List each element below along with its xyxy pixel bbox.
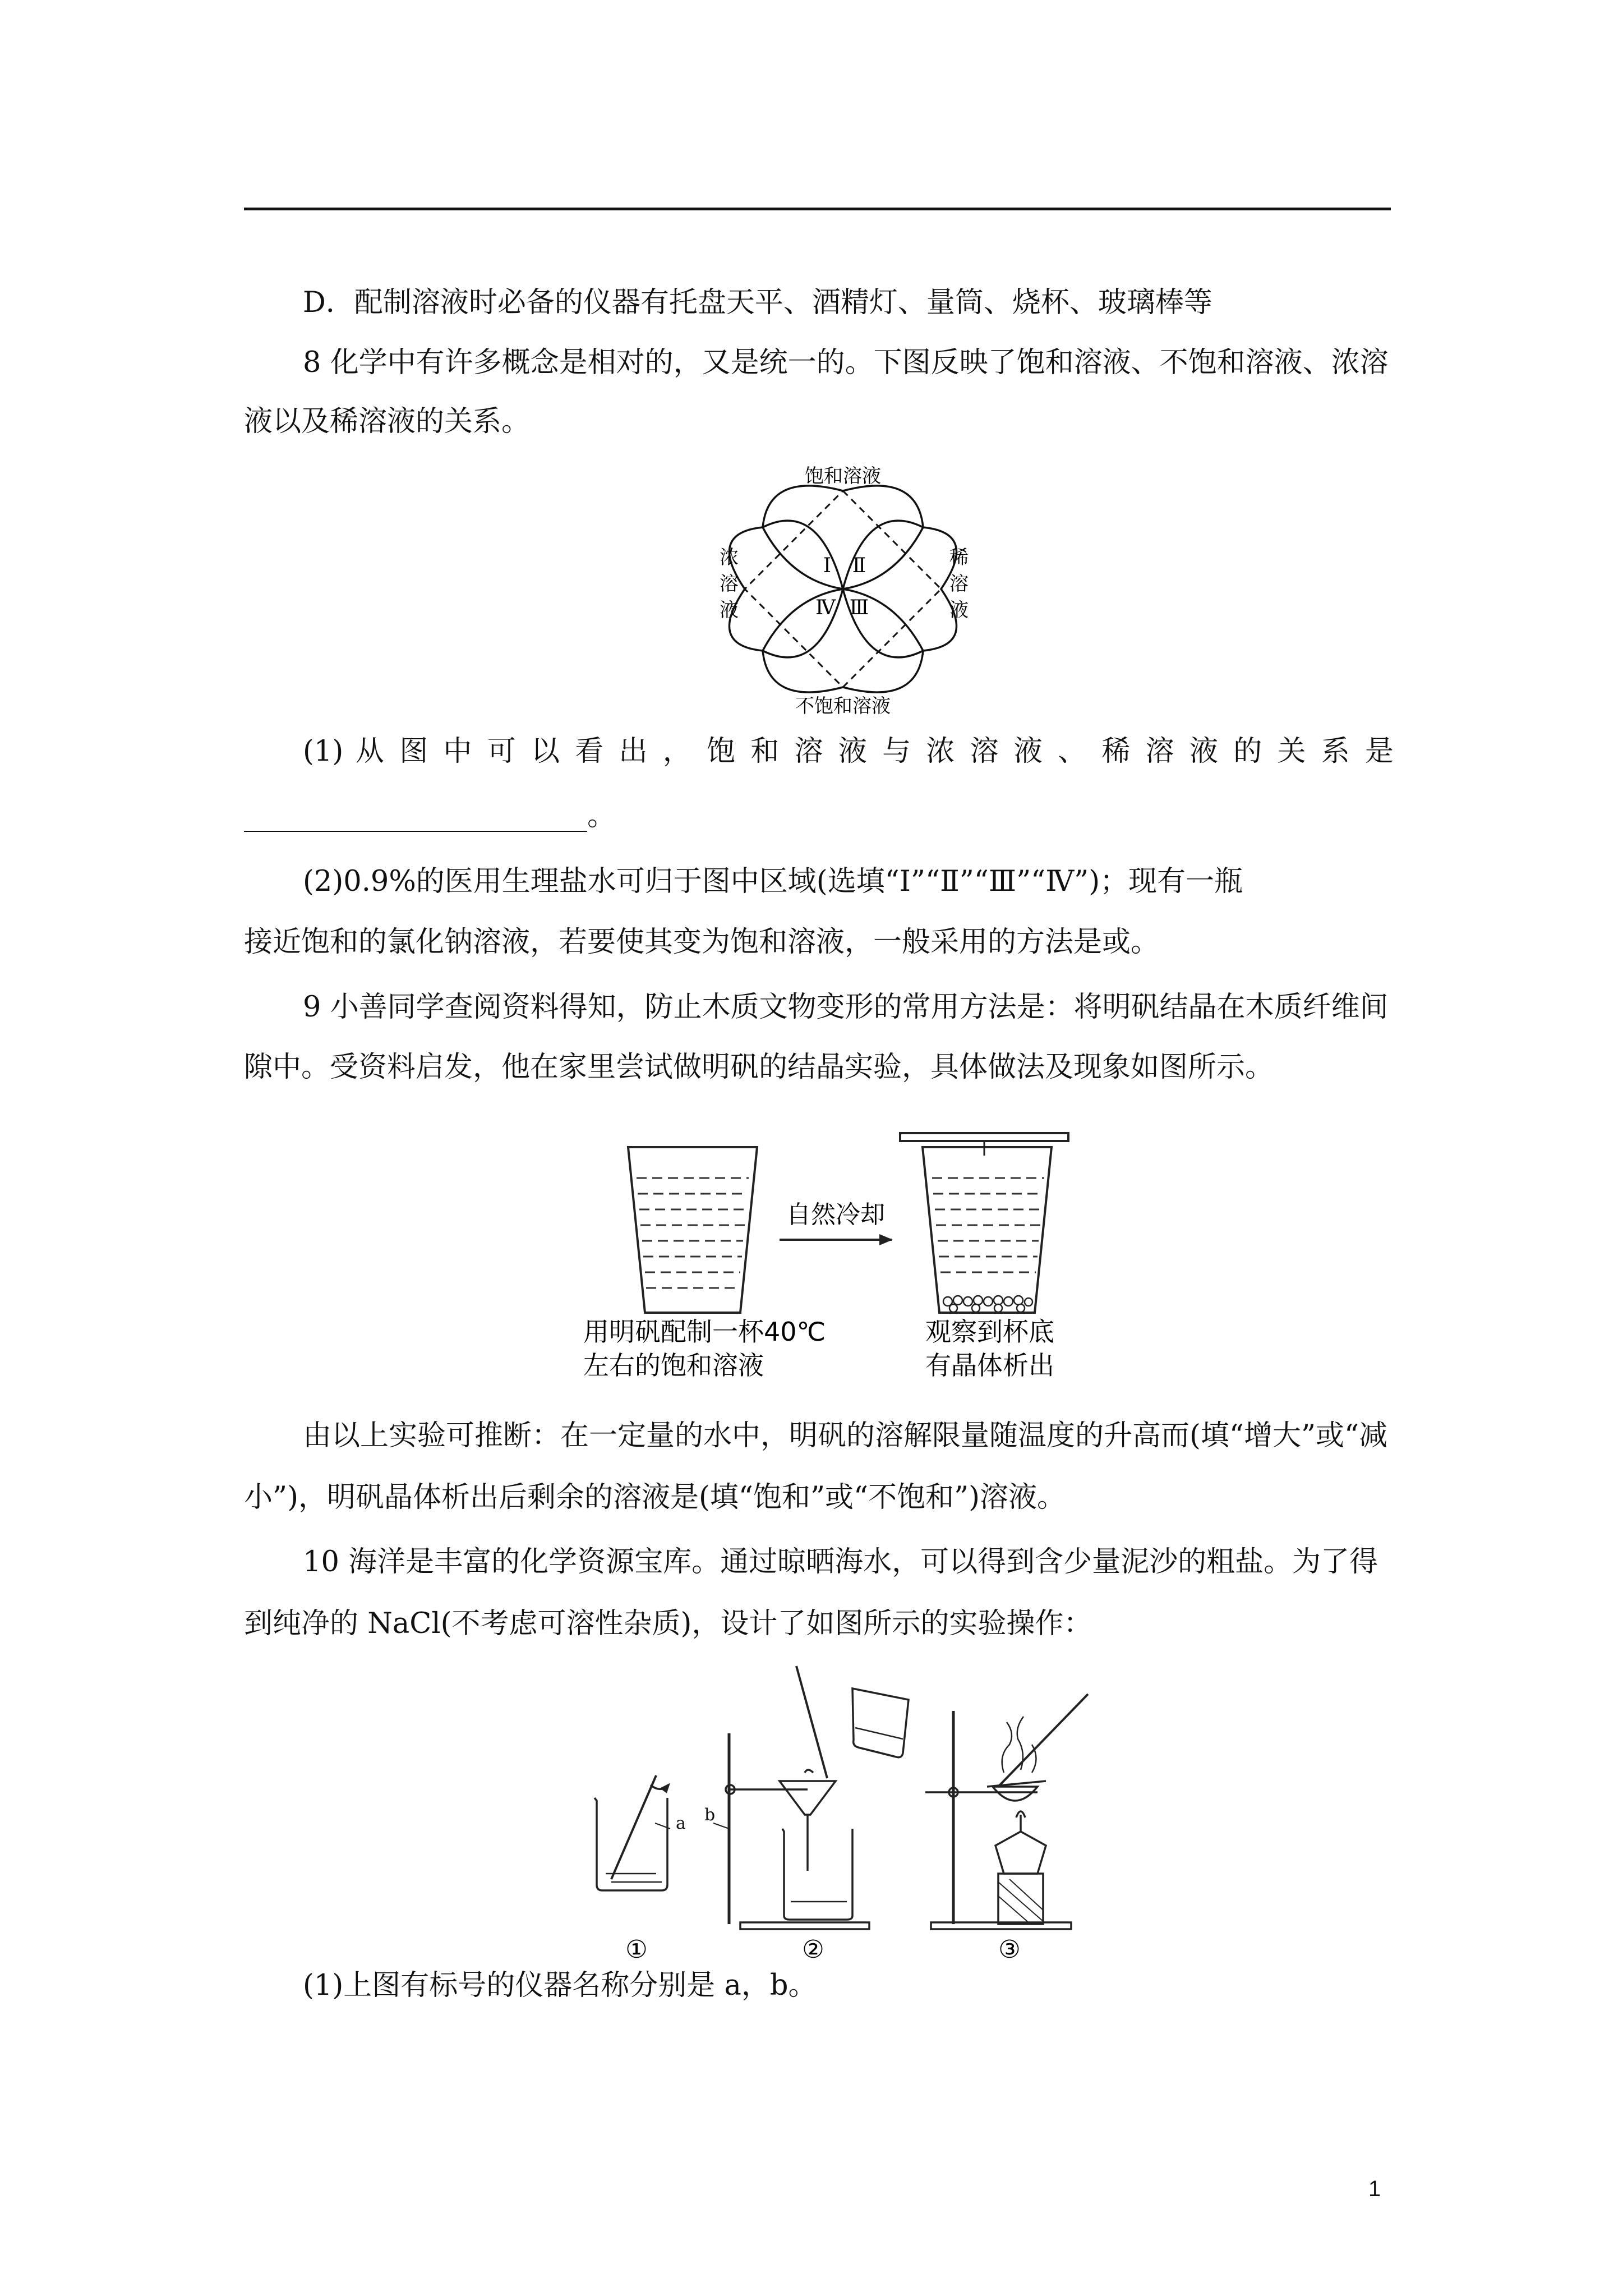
funnel bbox=[780, 1781, 836, 1815]
pouring-beaker bbox=[852, 1688, 909, 1757]
arrow-label: 自然冷却 bbox=[786, 1200, 885, 1229]
label-b: b bbox=[704, 1805, 716, 1825]
alcohol-lamp bbox=[995, 1832, 1046, 1874]
left-caption-2: 左右的饱和溶液 bbox=[583, 1350, 764, 1381]
right-cup bbox=[923, 1147, 1052, 1313]
header-rule bbox=[244, 208, 1391, 210]
q8-line2: 液以及稀溶液的关系。 bbox=[244, 405, 531, 438]
q10-line2: 到纯净的 NaCl(不考虑可溶性杂质)，设计了如图所示的实验操作： bbox=[244, 1607, 1092, 1640]
glass-rod-a bbox=[611, 1775, 656, 1879]
label-a: a bbox=[676, 1814, 686, 1833]
q8-sub2-line1: (2)0.9%的医用生理盐水可归于图中区域(选填“Ⅰ”“Ⅱ”“Ⅲ”“Ⅳ”)；现有一瓶 bbox=[303, 865, 1243, 898]
solution-relation-diagram bbox=[707, 460, 987, 718]
label-dilute-2: 溶 bbox=[949, 573, 969, 595]
q10-line1: 10 海洋是丰富的化学资源宝库。通过晾晒海水，可以得到含少量泥沙的粗盐。为了得 bbox=[303, 1545, 1378, 1579]
stand-base-2 bbox=[740, 1922, 869, 1929]
region-3: Ⅲ bbox=[849, 596, 869, 619]
cup-lid bbox=[900, 1133, 1068, 1141]
label-dilute-1: 稀 bbox=[949, 546, 969, 569]
option-d: D．配制溶液时必备的仪器有托盘天平、酒精灯、量筒、烧杯、玻璃棒等 bbox=[303, 286, 1212, 319]
crystallization-figure bbox=[561, 1122, 1122, 1391]
q9-line2: 隙中。受资料启发，他在家里尝试做明矾的结晶实验，具体做法及现象如图所示。 bbox=[244, 1051, 1274, 1084]
label-concentrated-3: 液 bbox=[720, 599, 739, 622]
q8-line1: 8 化学中有许多概念是相对的，又是统一的。下图反映了饱和溶液、不饱和溶液、浓溶 bbox=[303, 346, 1389, 379]
region-1: Ⅰ bbox=[823, 554, 832, 577]
q8-sub2-line2: 接近饱和的氯化钠溶液，若要使其变为饱和溶液，一般采用的方法是或。 bbox=[244, 926, 1160, 959]
right-caption-1: 观察到杯底 bbox=[925, 1317, 1054, 1347]
q9-line1: 9 小善同学查阅资料得知，防止木质文物变形的常用方法是：将明矾结晶在木质纤维间 bbox=[303, 991, 1389, 1024]
q9-line4: 小”)，明矾晶体析出后剩余的溶液是(填“饱和”或“不饱和”)溶液。 bbox=[244, 1481, 1066, 1514]
lamp-block bbox=[998, 1874, 1043, 1924]
label-dilute-3: 液 bbox=[949, 599, 969, 622]
label-step-2: ② bbox=[802, 1935, 824, 1963]
beaker-1 bbox=[594, 1798, 667, 1890]
region-4: Ⅳ bbox=[815, 596, 836, 619]
label-saturated: 饱和溶液 bbox=[805, 465, 881, 487]
glass-rod-2 bbox=[796, 1666, 827, 1778]
left-caption-1: 用明矾配制一杯40℃ bbox=[583, 1317, 826, 1347]
label-concentrated-2: 溶 bbox=[720, 573, 739, 595]
label-step-1: ① bbox=[625, 1935, 648, 1963]
label-unsaturated: 不饱和溶液 bbox=[795, 695, 891, 717]
label-step-3: ③ bbox=[998, 1935, 1021, 1963]
q8-sub1-blank: ________________________。 bbox=[244, 799, 616, 832]
q8-sub1: (1) 从 图 中 可 以 看 出 ， 饱 和 溶 液 与 浓 溶 液 、 稀 溶 液 的 关 系 是 bbox=[303, 735, 1394, 768]
region-2: Ⅱ bbox=[852, 554, 866, 577]
label-concentrated-1: 浓 bbox=[720, 546, 739, 569]
evaporating-dish bbox=[993, 1787, 1038, 1801]
crystals bbox=[943, 1296, 1032, 1312]
arrow-head bbox=[879, 1234, 893, 1245]
beaker-2 bbox=[782, 1829, 852, 1920]
page-number: 1 bbox=[1368, 2177, 1381, 2201]
right-caption-2: 有晶体析出 bbox=[925, 1350, 1054, 1381]
q10-sub1: (1)上图有标号的仪器名称分别是 a，b。 bbox=[303, 1969, 817, 2002]
q9-line3: 由以上实验可推断：在一定量的水中，明矾的溶解限量随温度的升高而(填“增大”或“减 bbox=[303, 1419, 1388, 1452]
lab-operations-figure bbox=[572, 1660, 1144, 1963]
